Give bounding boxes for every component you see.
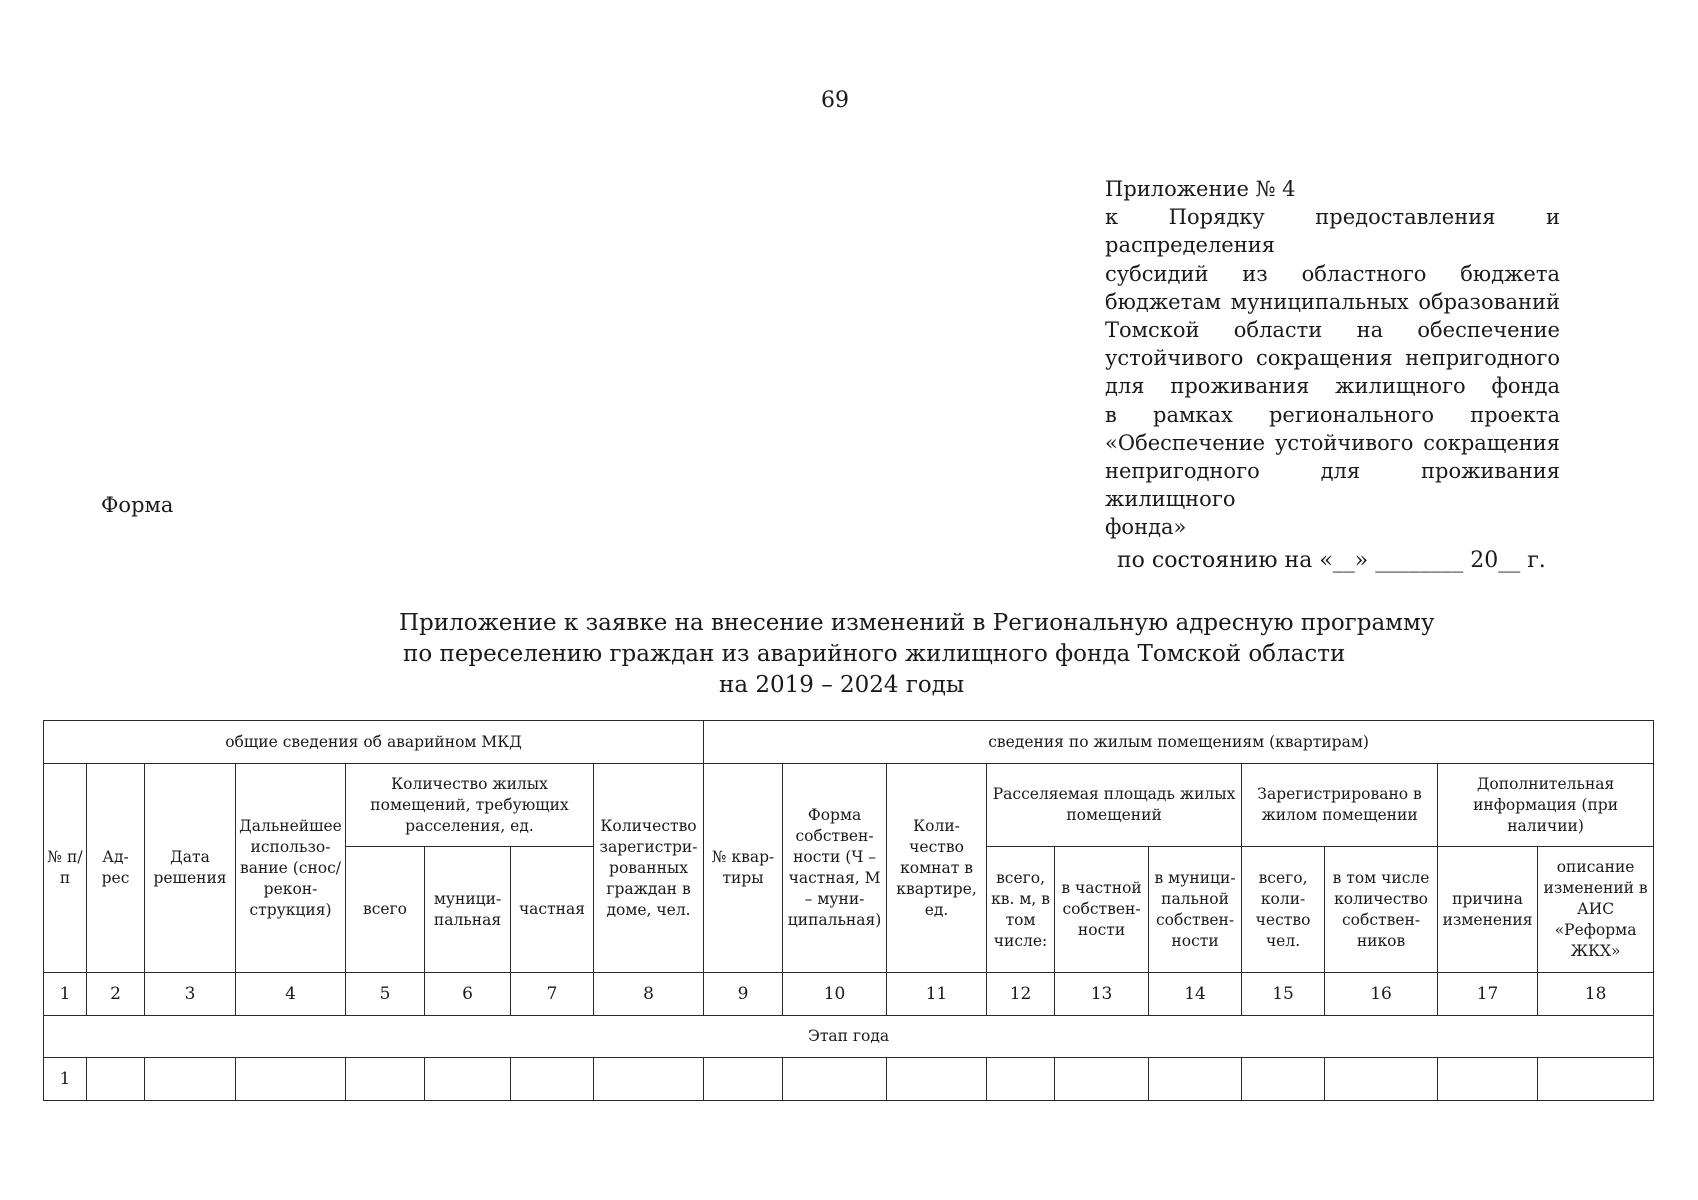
group-header-apartments: сведения по жилым помещениям (квартирам) (704, 721, 1654, 764)
table-cell[interactable] (1438, 1058, 1538, 1101)
appendix-title: Приложение № 4 (1105, 177, 1296, 201)
appendix-line: непригодного для проживания жилищного (1105, 459, 1560, 512)
header-area-private: в частной собствен-ности (1055, 847, 1149, 973)
table-cell[interactable] (1055, 1058, 1149, 1101)
form-label: Форма (101, 493, 174, 517)
table-cell[interactable] (1149, 1058, 1242, 1101)
appendix-line: фонда» (1105, 515, 1187, 540)
group-header-building: общие сведения об аварийном МКД (44, 721, 704, 764)
table-cell[interactable] (783, 1058, 887, 1101)
document-title-line: на 2019 – 2024 годы (719, 672, 965, 698)
column-number: 1 (44, 973, 87, 1016)
column-number: 6 (425, 973, 511, 1016)
column-number: 18 (1538, 973, 1654, 1016)
column-number: 10 (783, 973, 887, 1016)
header-address: Ад-рес (87, 764, 145, 973)
header-rooms-total: всего (346, 847, 425, 973)
header-change-description: описание изменений в АИС «Реформа ЖКХ» (1538, 847, 1654, 973)
appendix-line: устойчивого сокращения непригодного (1105, 346, 1560, 371)
header-area-total: всего, кв. м, в том числе: (987, 847, 1055, 973)
column-number: 13 (1055, 973, 1149, 1016)
document-title-line: Приложение к заявке на внесение изменений в Региональную адресную программу (399, 610, 1435, 636)
header-resettled-area: Расселяемая площадь жилых помещений (987, 764, 1242, 847)
appendix-line: для проживания жилищного фонда (1105, 374, 1560, 399)
header-rooms-to-resettle: Количество жилых помещений, требующих расселения, ед. (346, 764, 594, 847)
table-cell[interactable] (425, 1058, 511, 1101)
table-cell[interactable] (346, 1058, 425, 1101)
header-decision-date: Дата решения (145, 764, 236, 973)
table-cell[interactable] (987, 1058, 1055, 1101)
header-rooms-municipal: муници-пальная (425, 847, 511, 973)
appendix-line: в рамках регионального проекта (1105, 402, 1560, 427)
appendix-line: субсидий из областного бюджета (1105, 261, 1560, 286)
as-of-date-line: по состоянию на «__» ________ 20__ г. (1117, 548, 1546, 573)
table-cell[interactable] (1538, 1058, 1654, 1101)
column-number: 12 (987, 973, 1055, 1016)
appendix-line: к Порядку предоставления и распределения (1105, 205, 1560, 258)
column-number: 11 (887, 973, 987, 1016)
header-row-number: № п/п (44, 764, 87, 973)
header-ownership-form: Форма собствен-ности (Ч – частная, М – муни-ципальная) (783, 764, 887, 973)
column-number: 4 (236, 973, 346, 1016)
header-rooms-private: частная (511, 847, 594, 973)
header-area-municipal: в муници-пальной собствен-ности (1149, 847, 1242, 973)
table-cell[interactable] (594, 1058, 704, 1101)
header-registered-in-room: Зарегистрировано в жилом помещении (1242, 764, 1438, 847)
appendix-block (1105, 175, 1560, 542)
table-cell[interactable] (145, 1058, 236, 1101)
table-cell[interactable] (87, 1058, 145, 1101)
header-room-count: Коли-чество комнат в квартире, ед. (887, 764, 987, 973)
column-number: 9 (704, 973, 783, 1016)
column-number: 2 (87, 973, 145, 1016)
header-registered-total: всего, коли-чество чел. (1242, 847, 1325, 973)
table-cell[interactable] (236, 1058, 346, 1101)
table-cell[interactable] (704, 1058, 783, 1101)
appendix-line: Томской области на обеспечение (1105, 318, 1560, 343)
column-number: 3 (145, 973, 236, 1016)
header-registered-owners: в том числе количество собствен-ников (1325, 847, 1438, 973)
column-number: 7 (511, 973, 594, 1016)
resettlement-table (43, 720, 1654, 1101)
table-cell[interactable] (1325, 1058, 1438, 1101)
header-further-use: Дальнейшее использо-вание (снос/ рекон-струкция) (236, 764, 346, 973)
document-title-line: по переселению граждан из аварийного жилищного фонда Томской области (403, 641, 1346, 667)
table-cell[interactable] (887, 1058, 987, 1101)
column-number: 16 (1325, 973, 1438, 1016)
column-number: 15 (1242, 973, 1325, 1016)
stage-row: Этап года (44, 1016, 1654, 1058)
header-registered-citizens: Количество зарегистри-рованных граждан в доме, чел. (594, 764, 704, 973)
table-cell[interactable] (511, 1058, 594, 1101)
appendix-line: «Обеспечение устойчивого сокращения (1105, 430, 1560, 455)
header-additional-info: Дополнительная информация (при наличии) (1438, 764, 1654, 847)
column-number: 8 (594, 973, 704, 1016)
table-row (44, 1058, 1654, 1101)
column-number-row (44, 973, 1654, 1016)
column-number: 5 (346, 973, 425, 1016)
page-number: 69 (821, 88, 849, 113)
appendix-line: бюджетам муниципальных образований (1105, 289, 1560, 314)
row-number-cell: 1 (44, 1058, 87, 1101)
table-cell[interactable] (1242, 1058, 1325, 1101)
header-apartment-number: № квар-тиры (704, 764, 783, 973)
column-number: 14 (1149, 973, 1242, 1016)
header-change-reason: причина изменения (1438, 847, 1538, 973)
column-number: 17 (1438, 973, 1538, 1016)
